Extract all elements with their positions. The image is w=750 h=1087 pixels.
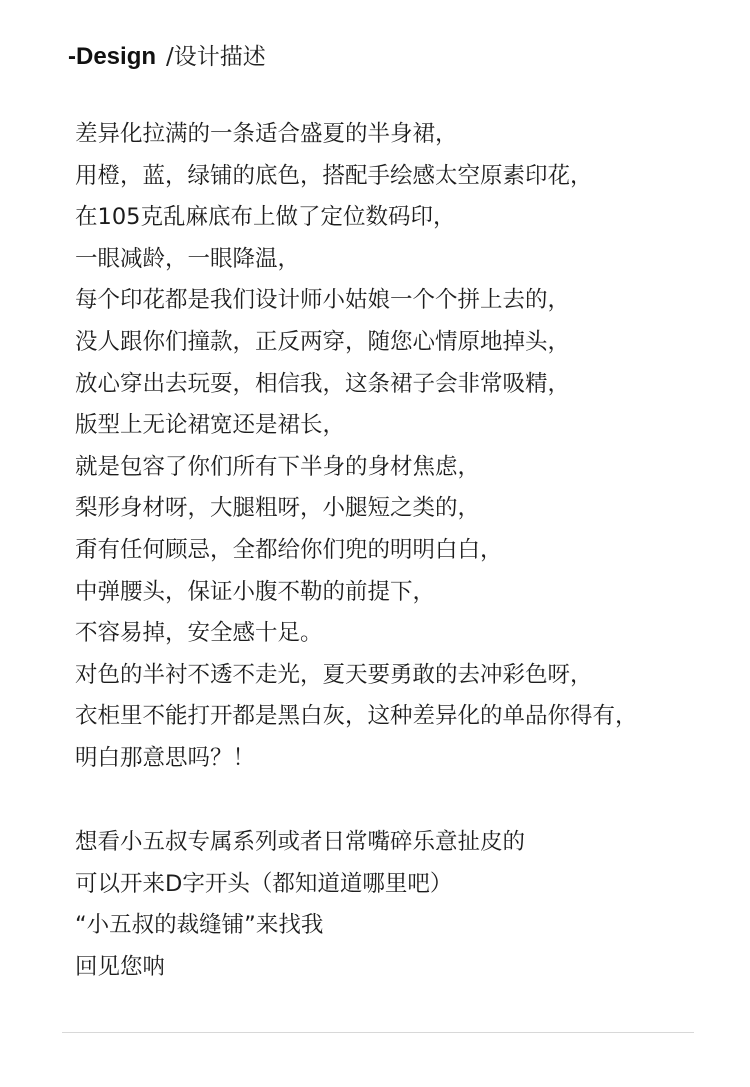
description-line: 版型上无论裙宽还是裙长， — [75, 412, 346, 439]
contact-note-line: 回见您呐 — [75, 953, 166, 980]
description-line: 衣柜里不能打开都是黑白灰，这种差异化的单品你得有， — [75, 703, 638, 730]
design-description — [75, 114, 638, 780]
contact-note-line: 可以开来D字开头（都知道道哪里吧） — [75, 870, 453, 897]
description-line: 明白那意思吗？！ — [75, 744, 256, 771]
description-line: 差异化拉满的一条适合盛夏的半身裙， — [75, 121, 458, 147]
description-line: 放心穿出去玩耍，相信我，这条裙子会非常吸精， — [75, 370, 571, 397]
description-line: 没人跟你们撞款，正反两穿，随您心情原地掉头， — [75, 328, 571, 355]
heading-chinese: /设计描述 — [166, 44, 266, 70]
bottom-divider — [62, 1032, 694, 1033]
description-line: 一眼减龄，一眼降温， — [75, 245, 301, 272]
description-line: 不容易掉，安全感十足。 — [75, 620, 323, 647]
description-line: 就是包容了你们所有下半身的身材焦虑， — [75, 453, 481, 480]
contact-note — [75, 822, 525, 988]
description-line: 甭有任何顾忌，全都给你们兜的明明白白， — [75, 536, 503, 563]
section-heading — [68, 40, 266, 74]
description-line: 梨形身材呀，大腿粗呀，小腿短之类的， — [75, 495, 481, 522]
contact-note-line: “小五叔的裁缝铺”来找我 — [75, 912, 324, 939]
description-line: 中弹腰头，保证小腹不勒的前提下， — [75, 578, 436, 605]
contact-note-line: 想看小五叔专属系列或者日常嘴碎乐意扯皮的 — [75, 829, 526, 855]
description-line: 对色的半衬不透不走光，夏天要勇敢的去冲彩色呀， — [75, 661, 593, 688]
description-line: 用橙，蓝，绿铺的底色，搭配手绘感太空原素印花， — [75, 162, 593, 189]
heading-english: -Design — [68, 43, 157, 70]
description-line: 每个印花都是我们设计师小姑娘一个个拼上去的， — [75, 287, 571, 314]
description-line: 在105克乱麻底布上做了定位数码印， — [75, 204, 456, 231]
